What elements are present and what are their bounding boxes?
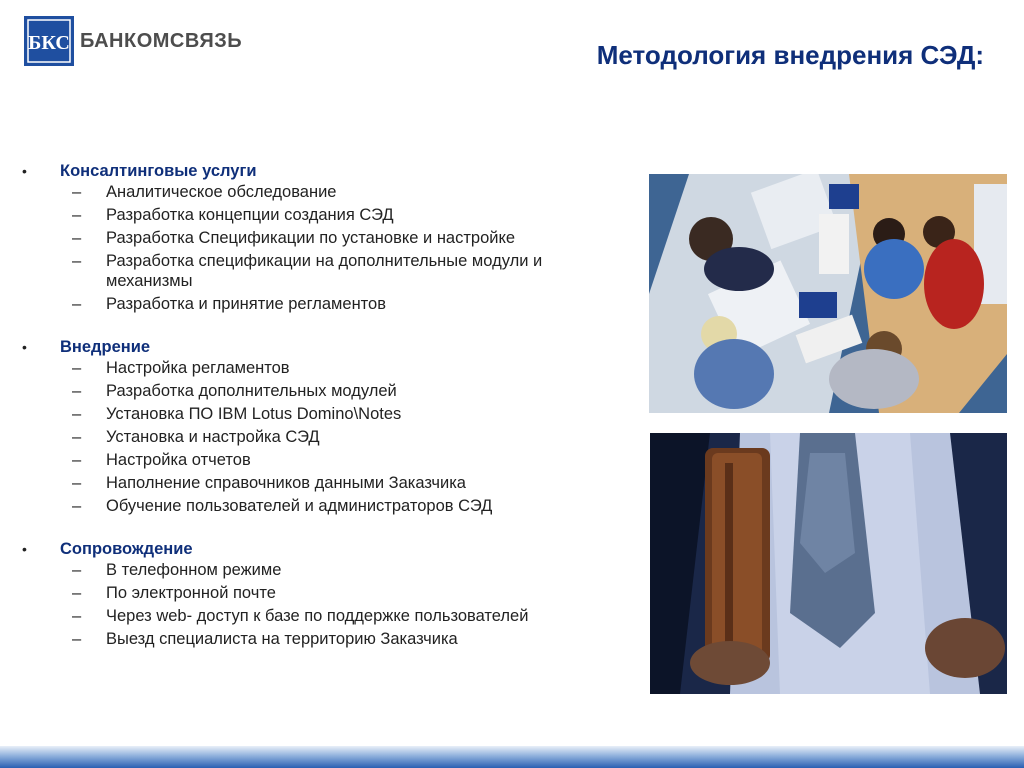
logo-name: БАНКОМСВЯЗЬ	[80, 29, 243, 52]
list-item: – Наполнение справочников данными Заказчика	[72, 474, 466, 492]
list-item: – Настройка отчетов	[72, 451, 251, 469]
section-heading: Консалтинговые услуги	[60, 162, 257, 180]
logo-mark-text: БКС	[28, 32, 70, 54]
list-item: – В телефонном режиме	[72, 561, 282, 579]
list-item: – Разработка Спецификации по установке и настройке	[72, 229, 516, 247]
list-item: – Через web- доступ к базе по поддержке пользователей	[72, 607, 529, 625]
company-logo	[24, 14, 242, 68]
section-implementation	[22, 336, 632, 516]
list-item: – По электронной почте	[72, 584, 276, 602]
businessman-photo	[650, 433, 1007, 694]
list-item: – Разработка дополнительных модулей	[72, 382, 397, 400]
slide-title: Методология внедрения СЭД:	[596, 40, 984, 70]
section-heading: Сопровождение	[60, 540, 193, 558]
list-item: – Разработка концепции создания СЭД	[72, 206, 394, 224]
logo-mark	[24, 16, 74, 66]
footer-band	[0, 746, 1024, 768]
list-item: – Разработка спецификации на дополнительные модули и механизмы	[72, 252, 543, 290]
office-team-photo	[649, 174, 1007, 413]
list-item: – Установка ПО IBM Lotus Domino\Notes	[72, 405, 402, 423]
content-list	[22, 160, 632, 671]
bullet: •	[22, 163, 27, 179]
list-item: – Установка и настройка СЭД	[72, 428, 320, 446]
section-heading: Внедрение	[60, 338, 151, 356]
list-item: – Выезд специалиста на территорию Заказчика	[72, 630, 458, 648]
section-consulting	[22, 160, 632, 314]
list-item: – Аналитическое обследование	[72, 183, 337, 201]
list-item: – Обучение пользователей и администраторов СЭД	[72, 497, 493, 515]
bullet: •	[22, 339, 27, 355]
list-item: – Настройка регламентов	[72, 359, 290, 377]
bullet: •	[22, 541, 27, 557]
list-item: – Разработка и принятие регламентов	[72, 295, 387, 313]
section-support	[22, 538, 632, 649]
